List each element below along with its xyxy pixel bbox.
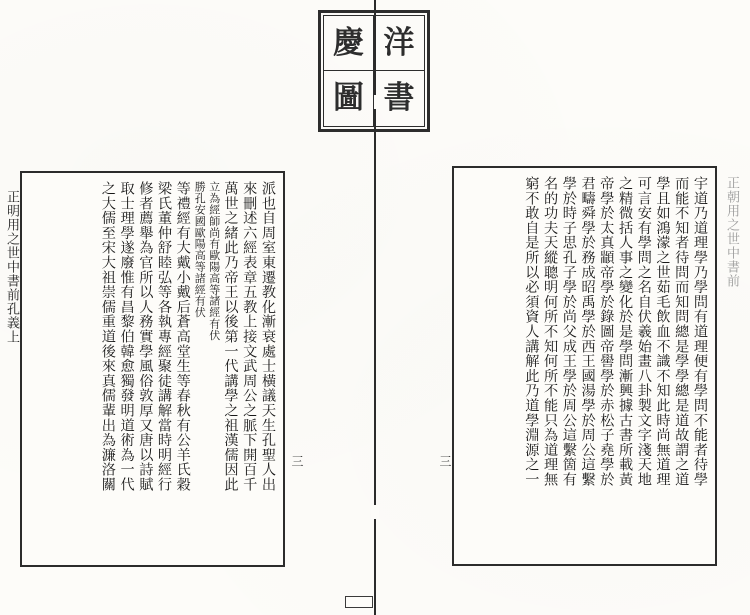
text-column: 修者薦舉為官所以人務實學風俗敦厚又唐以詩賦 [137,181,154,492]
text-column: 學於時子思孔子學於尚父成王學於周公這繫箇有 [560,176,577,487]
text-column: 萬世之緒此乃帝王以後第一代講學之祖漢儒因此 [222,181,239,492]
page-number-right: 三 [438,455,452,467]
spine-foot-marker [345,596,373,608]
text-column: 可言安有學問之名自伏羲始畫八卦製文字淺天地 [635,176,652,487]
margin-inscription-right: 正朝用之世中書前 [724,176,739,288]
text-column: 等禮經有大戴小戴后蒼高堂生等春秋有公羊氏穀 [174,181,191,492]
text-column: 帝學於太真顓帝學於錄圖帝嚳學於赤松子堯學於 [598,176,615,487]
seal-grid [323,15,425,127]
seal-char-top-right: 洋 [374,16,424,71]
text-column-annotation: 立為經師尚有歐陽高等諸經有伏 [207,181,221,341]
text-block-left-page [20,171,285,567]
seal-char-bottom-right: 書 [383,80,415,116]
text-column: 宇道乃道理學乃學問有道理便有學問不能者待學 [692,176,708,487]
text-column: 派也自周室東遷教化漸衰處士橫議天生孔聖人出 [260,181,276,492]
text-block-right-page [452,166,717,566]
collection-seal [318,10,430,132]
text-column: 之大儒至宋大祖崇儒重道後來真儒輩出為濂洛關 [99,181,116,492]
text-column: 學且如鴻濛之世茹毛飲血不識不知此時尚無道理 [654,176,671,487]
text-column: 取士理學遂廢惟有昌黎伯韓愈獨發明道術為一代 [118,181,135,492]
text-column: 窮不敢自是所以必須資人講解此乃道學淵源之一 [523,176,540,487]
seal-char-top-left: 慶 [324,16,374,71]
spine-bottom-gap [371,505,379,519]
text-column: 君疇舜學於務成昭禹學於西王國湯學於周公這繫 [579,176,596,487]
seal-char-bottom-left: 圖 [324,71,374,126]
margin-inscription-left: 正明用之世中書前孔義上 [4,190,19,344]
text-column: 而能不知者待問而知問總是學學總是道故謂之道 [673,176,690,487]
text-column: 名的功夫天縱聰明何所不知何所不能只為道理無 [542,176,559,487]
page-number-left: 三 [290,455,304,467]
text-column: 來刪述六經表章五教上接文武周公之脈下開百千 [241,181,258,492]
text-column: 梁氏董仲舒睦弘等各執專經聚徒講解當時明經行 [156,181,173,492]
text-column-annotation: 勝孔安國歐陽高等諸經有伏 [193,181,207,318]
text-column: 之精微括人事之變化於是學問漸興據古書所載黃 [617,176,634,487]
